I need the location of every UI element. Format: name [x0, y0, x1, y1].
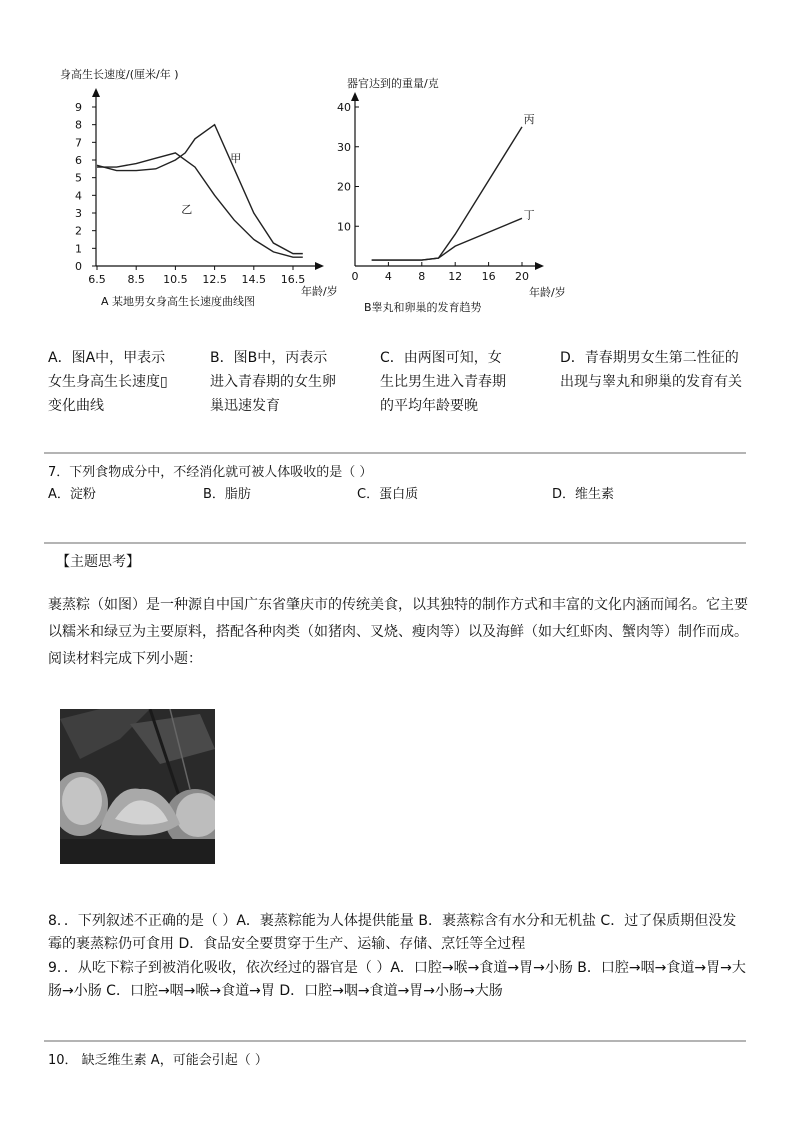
zongzi-photo: [60, 709, 215, 864]
divider-3: [44, 1040, 746, 1042]
q7-option-b[interactable]: B．脂肪: [203, 487, 251, 502]
chart-a-ytick-label: 1: [75, 242, 82, 256]
q7-option-c[interactable]: C．蛋白质: [357, 487, 419, 502]
chart-a-ytick-label: 6: [75, 154, 82, 167]
q6-option-a[interactable]: A．图A中，甲表示女生身高生长速度▯变化曲线: [48, 350, 168, 414]
chart-a-xtick-label: 10.5: [163, 273, 188, 286]
chart-b-ytick-label: 20: [337, 180, 351, 194]
chart-a: [40, 60, 340, 320]
chart-a-ytick-label: 7: [75, 136, 82, 150]
chart-b-xtick-label: 20: [515, 270, 529, 283]
divider-2: [44, 542, 746, 544]
section-title: 【主题思考】: [56, 554, 140, 570]
chart-b-x-arrow: [535, 262, 544, 270]
chart-a-ytick-label: 2: [75, 224, 82, 238]
q7-option-d[interactable]: D．维生素: [552, 487, 615, 502]
q8-text: 8．．下列叙述不正确的是（ ）A．裹蒸粽能为人体提供能量 B．裹蒸粽含有水分和无机盐 C．过了保质期但没发霉的裹蒸粽仍可食用 D．食品安全要贯穿于生产、运输、存储、烹饪等全过程: [48, 913, 737, 952]
chart-b-series-line: [372, 218, 522, 260]
q7-stem: 7．下列食物成分中，不经消化就可被人体吸收的是（ ）: [48, 465, 373, 480]
chart-b-title: B睾丸和卵巢的发育趋势: [364, 301, 482, 314]
chart-a-xtick-label: 16.5: [280, 273, 306, 286]
chart-a-ytick-label: 5: [75, 171, 82, 185]
passage: 裹蒸粽（如图）是一种源自中国广东省肇庆市的传统美食，以其独特的制作方式和丰富的文化内涵而闻名。它主要以糯米和绿豆为主要原料，搭配各种肉类（如猪肉、叉烧、瘦肉等）以及海鲜（如大红虾肉、蟹肉等）制作而成。阅读材料完成下列小题：: [48, 597, 748, 667]
chart-a-title: A 某地男女身高生长速度曲线图: [101, 295, 256, 308]
chart-a-ytick-label: 3: [75, 207, 82, 220]
chart-a-xtick-label: 6.5: [88, 273, 106, 286]
q6-option-c[interactable]: C．由两图可知，女生比男生进入青春期的平均年龄要晚: [380, 350, 506, 414]
chart-b-series-label-ding: 丁: [523, 208, 535, 222]
chart-b-xtick-label: 8: [418, 270, 426, 283]
chart-a-series-label-jia: 甲: [230, 151, 242, 165]
chart-a-ytick-label: 0: [75, 260, 82, 273]
q7-option-a[interactable]: A．淀粉: [48, 487, 96, 502]
chart-a-xtick-label: 8.5: [127, 273, 145, 286]
q10-text: 10． 缺乏维生素 A，可能会引起（ ）: [48, 1053, 268, 1068]
chart-b-xtick-label: 12: [448, 270, 463, 283]
q6-option-b[interactable]: B．图B中，丙表示进入青春期的女生卵巢迅速发育: [210, 350, 336, 414]
q9-text: 9．．从吃下粽子到被消化吸收，依次经过的器官是（ ）A．口腔→喉→食道→胃→小肠 B．口腔→咽→食道→胃→大肠→小肠 C．口腔→咽→喉→食道→胃 D．口腔→咽→食道→胃→小肠→大肠: [48, 960, 746, 999]
chart-a-ytick-label: 9: [75, 101, 82, 114]
chart-a-xtick-label: 12.5: [202, 273, 227, 286]
chart-b-xtick-label: 4: [384, 270, 392, 283]
chart-b-series-label-bing: 丙: [523, 112, 535, 126]
chart-b-ytick-label: 40: [337, 101, 351, 114]
chart-a-ylabel: 身高生长速度/(厘米/年 ): [60, 68, 179, 81]
chart-a-y-arrow: [92, 88, 100, 97]
chart-a-ytick-label: 4: [75, 189, 82, 203]
chart-b-ytick-label: 30: [337, 140, 351, 154]
chart-a-xtick-label: 14.5: [241, 273, 267, 286]
chart-b-y-arrow: [351, 92, 359, 101]
chart-b-series-line: [372, 127, 522, 260]
chart-b-ylabel: 器官达到的重量/克: [347, 77, 439, 90]
chart-a-series-label-yi: 乙: [181, 203, 193, 216]
chart-a-x-arrow: [315, 262, 324, 270]
chart-b-xlabel: 年龄/岁: [529, 286, 566, 299]
chart-a-ytick-label: 8: [75, 118, 82, 132]
chart-b-ytick-label: 10: [337, 220, 351, 234]
q6-option-d[interactable]: D．青春期男女生第二性征的出现与睾丸和卵巢的发育有关: [560, 350, 742, 390]
chart-a-xlabel: 年龄/岁: [301, 285, 338, 298]
chart-a-series-line: [97, 125, 303, 254]
chart-b-xtick-label: 16: [481, 270, 496, 283]
chart-b: [330, 60, 590, 320]
chart-b-xtick-label: 0: [351, 270, 359, 283]
divider-1: [44, 452, 746, 454]
